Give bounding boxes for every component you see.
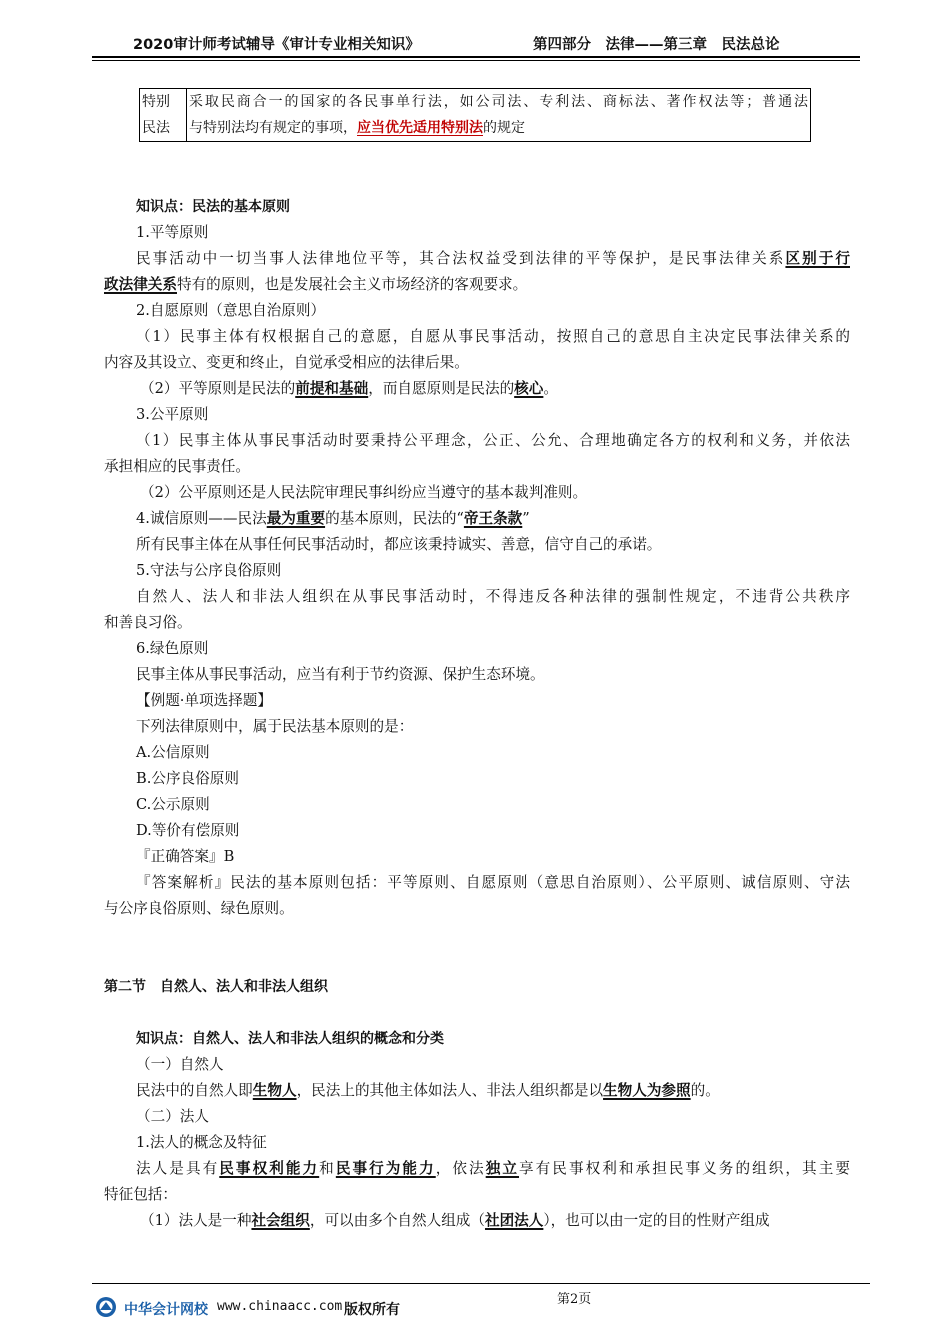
- option-d: D.等价有偿原则: [136, 822, 240, 839]
- table-value-line: 采取民商合一的国家的各民事单行法，如公司法、专利法、商标法、著作权法等；普通法: [189, 94, 808, 110]
- knowledge-point-title: 知识点：自然人、法人和非法人组织的概念和分类: [136, 1031, 444, 1047]
- emphasis: 社会组织: [251, 1212, 310, 1229]
- text: 特有的原则，也是发展社会主义市场经济的客观要求。: [176, 276, 528, 293]
- text: 和: [319, 1160, 336, 1177]
- paragraph-line: 民事主体从事民事活动，应当有利于节约资源、保护生态环境。: [136, 666, 545, 683]
- sub-heading: 1.法人的概念及特征: [136, 1134, 267, 1151]
- emphasis: 民事权利能力: [219, 1160, 320, 1177]
- footer-rule: [92, 1283, 870, 1284]
- paragraph-line: [136, 1080, 850, 1102]
- emphasis: 生物人为参照: [603, 1082, 691, 1099]
- footer-brand: 中华会计网校: [124, 1302, 208, 1318]
- table-key-cell: [140, 89, 187, 142]
- paragraph-line: （1）民事主体有权根据自己的意愿，自愿从事民事活动，按照自己的意思自主决定民事法律关系的: [136, 328, 850, 345]
- emphasis: 社团法人: [484, 1212, 544, 1229]
- text: 民法中的自然人即: [136, 1082, 253, 1099]
- special-civil-law-table: [139, 88, 811, 142]
- header-chapter: 第四部分 法律——第三章 民法总论: [533, 37, 780, 53]
- school-logo-icon: [95, 1296, 117, 1318]
- paragraph-line: 承担相应的民事责任。: [104, 458, 250, 475]
- header-rule: [92, 56, 860, 58]
- table-value-cell: [187, 89, 811, 142]
- text: 的规定: [483, 120, 525, 136]
- text: ），也可以由一定的目的性财产组成: [543, 1212, 770, 1229]
- emphasis: 应当优先适用特别法: [357, 120, 483, 136]
- header-rule-thin: [92, 60, 860, 61]
- correct-answer: 『正确答案』B: [136, 848, 235, 865]
- principle-heading: 1.平等原则: [136, 224, 209, 241]
- header-title: 2020审计师考试辅导《审计专业相关知识》: [133, 37, 420, 53]
- emphasis: 民事行为能力: [335, 1160, 436, 1177]
- emphasis: 前提和基础: [295, 380, 369, 397]
- paragraph-line: [140, 1210, 850, 1232]
- text: 与特别法均有规定的事项，: [189, 120, 357, 136]
- emphasis: 最为重要: [266, 510, 326, 527]
- text: ，民法上的其他主体如法人、非法人组织都是以: [296, 1082, 604, 1099]
- text: ，依法: [435, 1160, 486, 1177]
- emphasis: 核心: [514, 380, 544, 397]
- footer-url[interactable]: www.chinaacc.com: [217, 1299, 343, 1314]
- principle-heading: 6.绿色原则: [136, 640, 209, 657]
- paragraph-line: [136, 248, 850, 270]
- principle-heading: [136, 508, 850, 530]
- table-row: [140, 89, 811, 142]
- text: 法人是具有: [136, 1160, 220, 1177]
- paragraph-line: [104, 274, 850, 296]
- paragraph-line: 和善良习俗。: [104, 614, 192, 631]
- option-a: A.公信原则: [136, 744, 210, 761]
- principle-heading: 2.自愿原则（意思自治原则）: [136, 302, 326, 319]
- page-number: 第2页: [557, 1292, 592, 1307]
- table-value-line: [189, 115, 808, 141]
- paragraph-line: [140, 378, 850, 400]
- text: （2）平等原则是民法的: [140, 380, 296, 397]
- text: 。: [543, 380, 558, 397]
- paragraph-line: （2）公平原则还是人民法院审理民事纠纷应当遵守的基本裁判准则。: [140, 484, 588, 501]
- emphasis: 独立: [485, 1160, 519, 1177]
- emphasis: 帝王条款: [463, 510, 523, 527]
- emphasis: 区别于行: [785, 250, 850, 267]
- section-title: 第二节 自然人、法人和非法人组织: [104, 979, 328, 995]
- option-b: B.公序良俗原则: [136, 770, 239, 787]
- table-key-line: 特别: [142, 94, 170, 110]
- answer-analysis: 与公序良俗原则、绿色原则。: [104, 900, 294, 917]
- paragraph-line: 特征包括：: [104, 1186, 177, 1203]
- sub-heading: （一）自然人: [136, 1056, 224, 1073]
- question-text: 下列法律原则中，属于民法基本原则的是：: [136, 718, 414, 735]
- knowledge-point-title: 知识点：民法的基本原则: [136, 199, 290, 215]
- paragraph-line: 所有民事主体在从事任何民事活动时，都应该秉持诚实、善意，信守自己的承诺。: [136, 536, 662, 553]
- text: ，可以由多个自然人组成（: [309, 1212, 485, 1229]
- text: ，而自愿原则是民法的: [368, 380, 515, 397]
- option-c: C.公示原则: [136, 796, 210, 813]
- paragraph-line: 自然人、法人和非法人组织在从事民事活动时，不得违反各种法律的强制性规定，不违背公共秩序: [136, 588, 850, 605]
- emphasis: 生物人: [252, 1082, 297, 1099]
- example-title: 【例题·单项选择题】: [136, 692, 272, 709]
- text: 享有民事权利和承担民事义务的组织，其主要: [519, 1160, 850, 1177]
- sub-heading: （二）法人: [136, 1108, 209, 1125]
- principle-heading: 5.守法与公序良俗原则: [136, 562, 282, 579]
- text: 的基本原则，民法的“: [325, 510, 464, 527]
- text: 民事活动中一切当事人法律地位平等，其合法权益受到法律的平等保护，是民事法律关系: [136, 250, 786, 267]
- principle-heading: 3.公平原则: [136, 406, 209, 423]
- paragraph-line: （1）民事主体从事民事活动时要秉持公平理念，公正、公允、合理地确定各方的权利和义务，并依法: [136, 432, 850, 449]
- footer-copyright: 版权所有: [344, 1302, 400, 1318]
- text: （1）法人是一种: [140, 1212, 252, 1229]
- table-key-line: 民法: [142, 120, 170, 136]
- text: 的。: [690, 1082, 720, 1099]
- paragraph-line: 内容及其设立、变更和终止，自觉承受相应的法律后果。: [104, 354, 469, 371]
- text: ”: [522, 510, 530, 527]
- paragraph-line: [136, 1158, 850, 1180]
- text: 4.诚信原则——民法: [136, 510, 267, 527]
- answer-analysis: 『答案解析』民法的基本原则包括：平等原则、自愿原则（意思自治原则）、公平原则、诚信原则、守法: [136, 874, 850, 891]
- emphasis: 政法律关系: [104, 276, 177, 293]
